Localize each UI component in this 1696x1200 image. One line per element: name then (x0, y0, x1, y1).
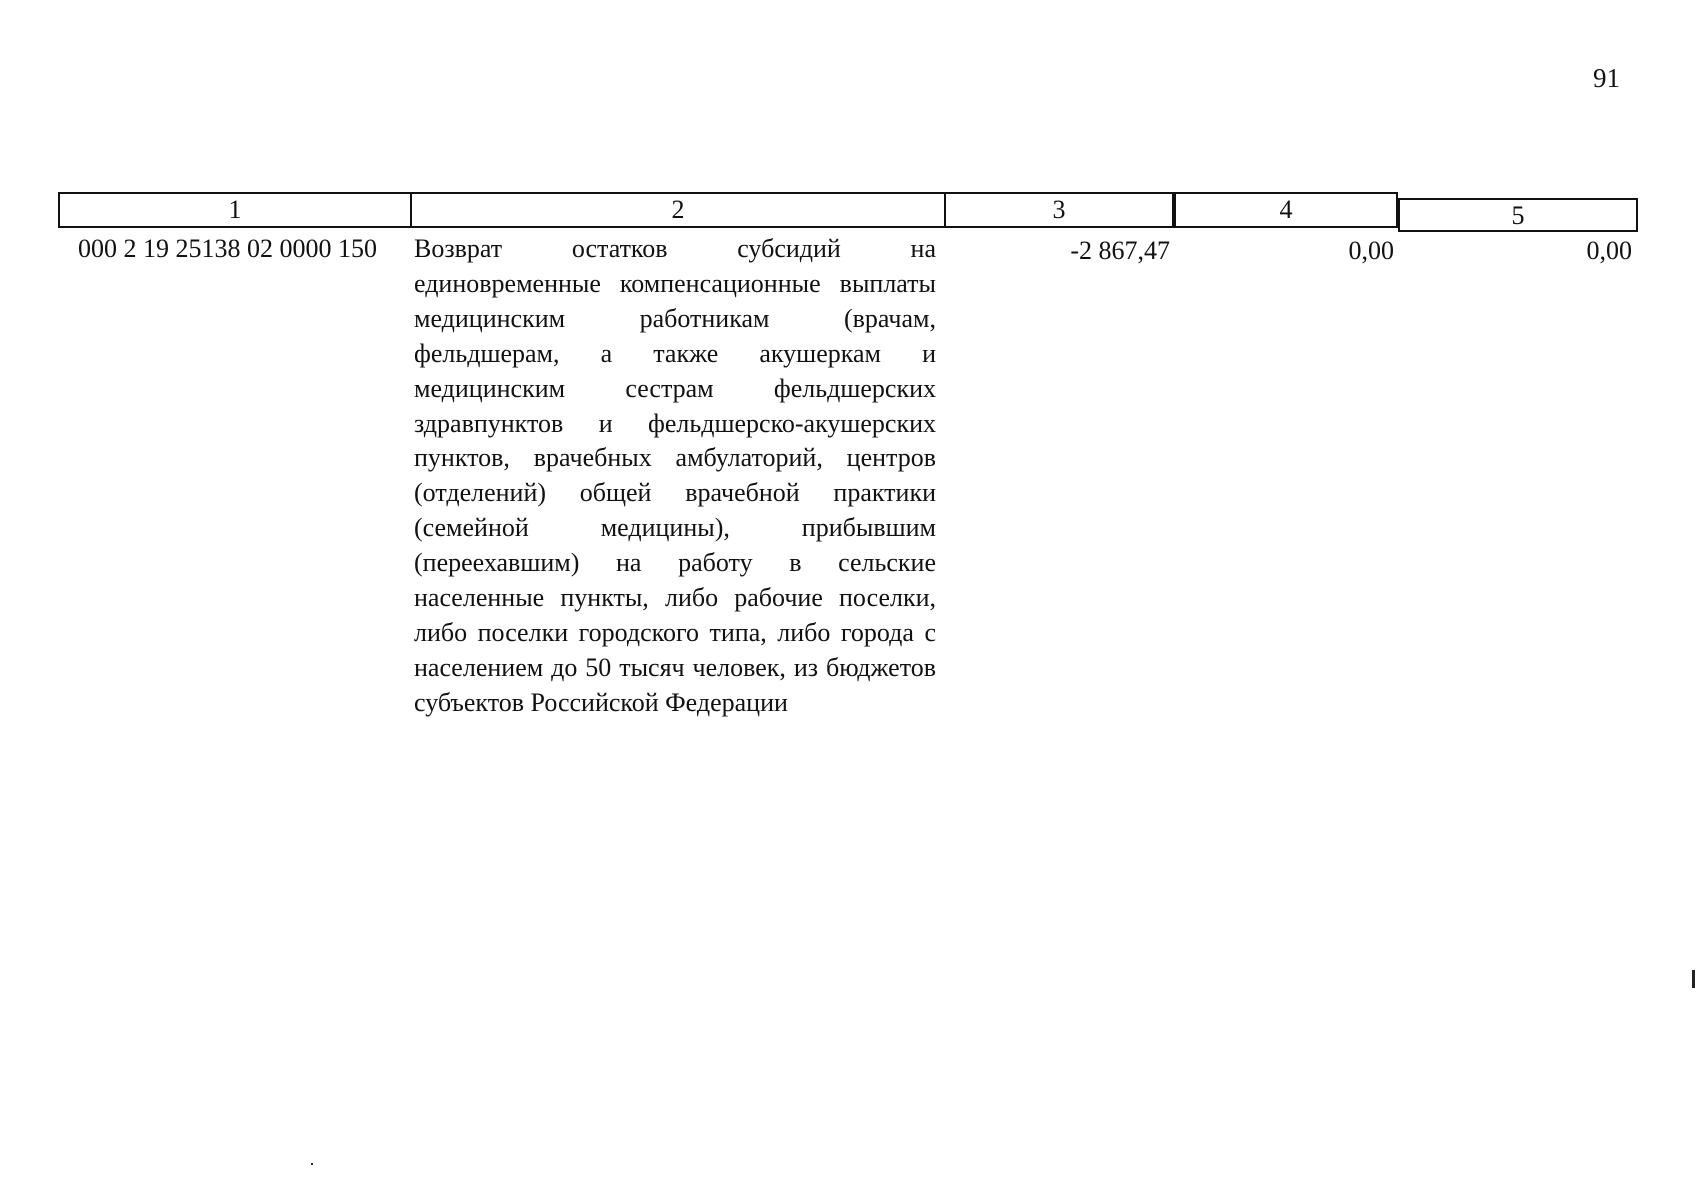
value-cell-col5: 0,00 (1586, 236, 1632, 265)
header-cell-3: 3 (944, 192, 1174, 228)
header-cell-5: 5 (1398, 198, 1638, 232)
value-cell-col3: -2 867,47 (1070, 236, 1170, 265)
scan-speck (311, 1163, 313, 1165)
value-cell-col4: 0,00 (1348, 236, 1394, 265)
description-cell: Возврат остатков субсидий на единовременные компенсационные выплаты медицинским работникам (врачам, фельдшерам, а также акушеркам и медицинским сестрам фельдшерских здравпунктов и фельдшерско-акушерских пунктов, врачебных амбулаторий, центров (отделений) общей врачебной практики (семейной медицины), прибывшим (переехавшим) на работу в сельские населенные пункты, либо рабочие поселки, либо поселки городского типа, либо города с населением до 50 тысяч человек, из бюджетов субъектов Российской Федерации (414, 234, 936, 717)
table-header-row (58, 192, 1638, 230)
page-number: 91 (1593, 63, 1620, 93)
header-cell-1: 1 (58, 192, 412, 228)
header-cell-2: 2 (410, 192, 946, 228)
header-cell-4: 4 (1174, 192, 1398, 228)
scan-speck (1692, 970, 1695, 988)
budget-code-cell: 000 2 19 25138 02 0000 150 (78, 234, 377, 263)
